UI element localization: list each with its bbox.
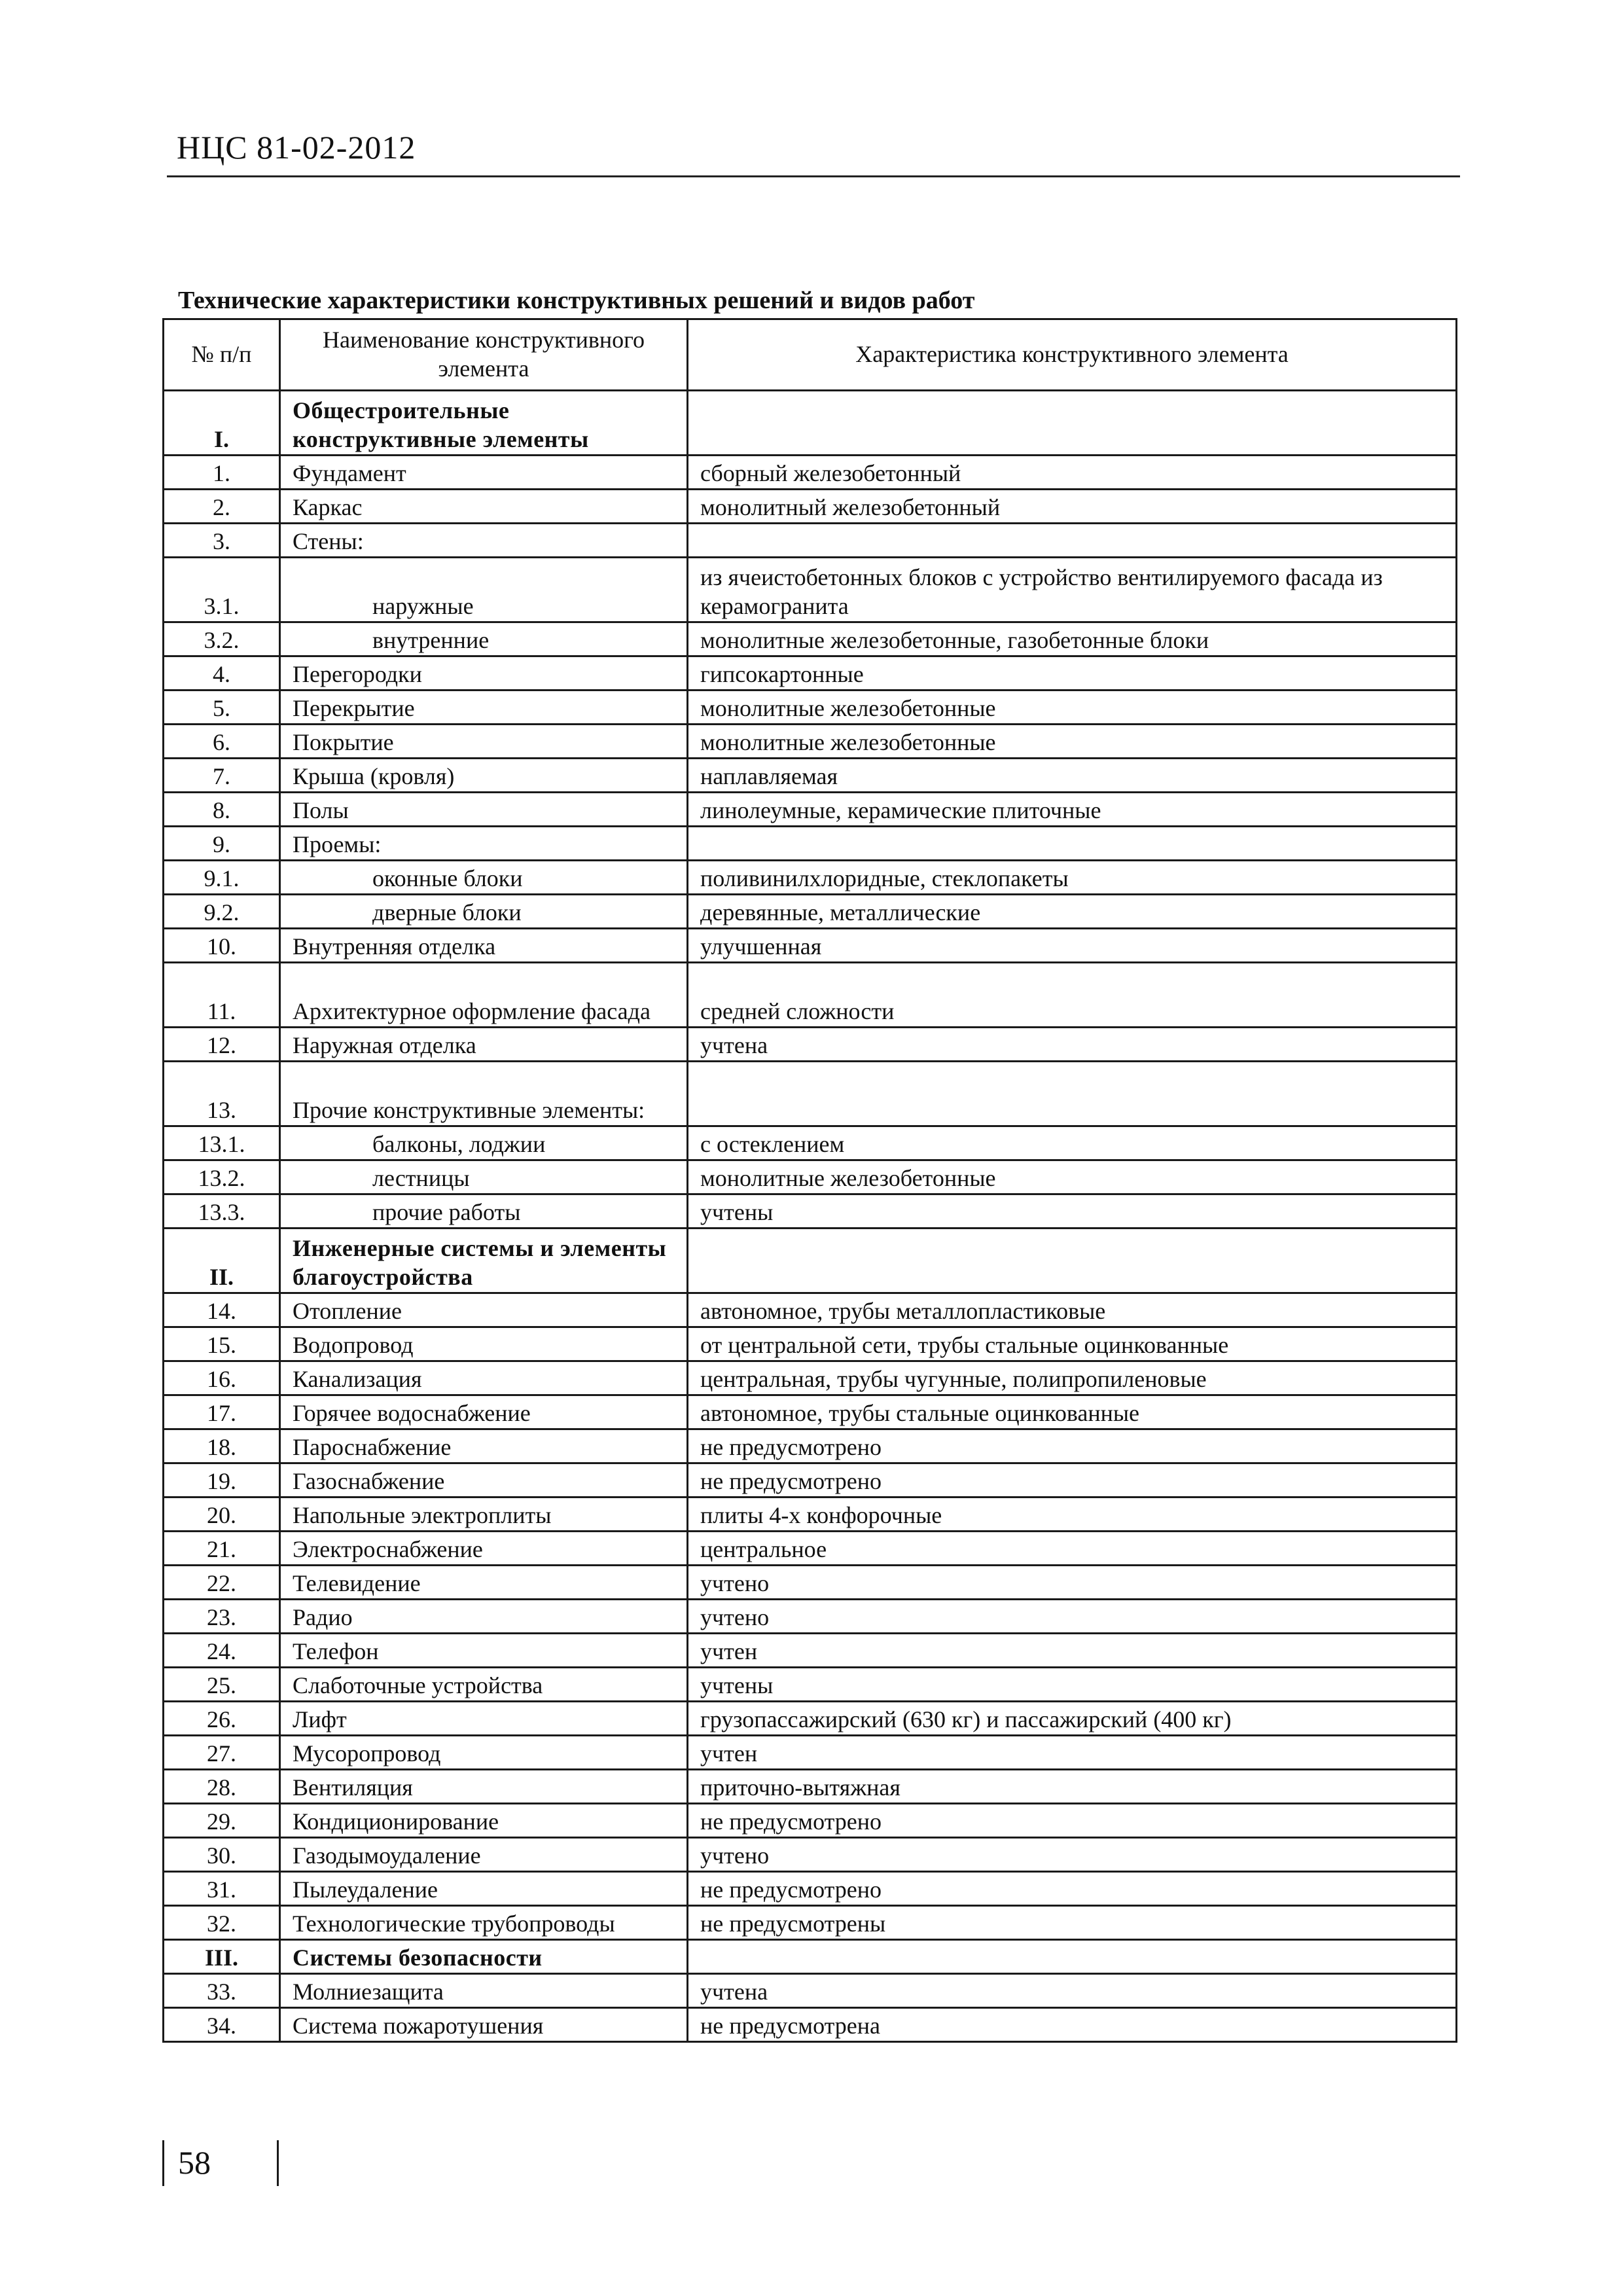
- element-name: Радио: [280, 1600, 688, 1634]
- header-rule: [167, 175, 1460, 177]
- element-characteristic: [688, 827, 1457, 861]
- element-name: Кондиционирование: [280, 1804, 688, 1838]
- table-row: [164, 1498, 1457, 1532]
- row-number: 20.: [164, 1498, 280, 1532]
- table-row: [164, 929, 1457, 963]
- row-number: III.: [164, 1940, 280, 1974]
- element-characteristic: поливинилхлоридные, стеклопакеты: [688, 861, 1457, 895]
- row-number: 24.: [164, 1634, 280, 1668]
- element-name: Канализация: [280, 1361, 688, 1395]
- element-characteristic: [688, 391, 1457, 456]
- row-number: 2.: [164, 490, 280, 524]
- table-row: [164, 1974, 1457, 2008]
- element-characteristic: центральная, трубы чугунные, полипропиленовые: [688, 1361, 1457, 1395]
- row-number: 17.: [164, 1395, 280, 1429]
- element-characteristic: линолеумные, керамические плиточные: [688, 793, 1457, 827]
- table-row: [164, 1872, 1457, 1906]
- element-characteristic: учтены: [688, 1194, 1457, 1229]
- element-name: Электроснабжение: [280, 1532, 688, 1566]
- row-number: II.: [164, 1229, 280, 1293]
- table-row: [164, 1668, 1457, 1702]
- row-number: 6.: [164, 725, 280, 759]
- element-name: Газодымоудаление: [280, 1838, 688, 1872]
- table-row: [164, 2008, 1457, 2042]
- element-name: Водопровод: [280, 1327, 688, 1361]
- element-characteristic: учтено: [688, 1600, 1457, 1634]
- element-name: Стены:: [280, 524, 688, 558]
- table-row: [164, 1736, 1457, 1770]
- table-row: [164, 1702, 1457, 1736]
- element-characteristic: [688, 1940, 1457, 1974]
- element-name: Покрытие: [280, 725, 688, 759]
- row-number: 28.: [164, 1770, 280, 1804]
- element-characteristic: плиты 4-х конфорочные: [688, 1498, 1457, 1532]
- element-characteristic: деревянные, металлические: [688, 895, 1457, 929]
- header-num: № п/п: [164, 319, 280, 391]
- element-name: прочие работы: [280, 1194, 688, 1229]
- row-number: 33.: [164, 1974, 280, 2008]
- element-characteristic: наплавляемая: [688, 759, 1457, 793]
- element-characteristic: учтено: [688, 1566, 1457, 1600]
- element-characteristic: учтены: [688, 1668, 1457, 1702]
- element-characteristic: не предусмотрено: [688, 1804, 1457, 1838]
- table-row: [164, 1062, 1457, 1126]
- element-characteristic: монолитные железобетонные: [688, 691, 1457, 725]
- row-number: 26.: [164, 1702, 280, 1736]
- table-row: [164, 895, 1457, 929]
- element-characteristic: учтена: [688, 1028, 1457, 1062]
- element-name: Пылеудаление: [280, 1872, 688, 1906]
- element-characteristic: не предусмотрена: [688, 2008, 1457, 2042]
- element-characteristic: не предусмотрено: [688, 1429, 1457, 1463]
- row-number: 18.: [164, 1429, 280, 1463]
- element-name: балконы, лоджии: [280, 1126, 688, 1160]
- element-name: Напольные электроплиты: [280, 1498, 688, 1532]
- row-number: 9.: [164, 827, 280, 861]
- element-characteristic: от центральной сети, трубы стальные оцинкованные: [688, 1327, 1457, 1361]
- element-name: Прочие конструктивные элементы:: [280, 1062, 688, 1126]
- element-name: Система пожаротушения: [280, 2008, 688, 2042]
- row-number: 3.2.: [164, 622, 280, 656]
- table-row: [164, 1532, 1457, 1566]
- element-characteristic: автономное, трубы металлопластиковые: [688, 1293, 1457, 1327]
- element-characteristic: монолитные железобетонные: [688, 1160, 1457, 1194]
- table-row: [164, 1194, 1457, 1229]
- row-number: I.: [164, 391, 280, 456]
- table-row: [164, 1429, 1457, 1463]
- element-characteristic: не предусмотрено: [688, 1463, 1457, 1498]
- element-name: Внутренняя отделка: [280, 929, 688, 963]
- row-number: 9.2.: [164, 895, 280, 929]
- table-row: [164, 1804, 1457, 1838]
- header-desc: Характеристика конструктивного элемента: [688, 319, 1457, 391]
- element-name: Слаботочные устройства: [280, 1668, 688, 1702]
- row-number: 3.1.: [164, 558, 280, 622]
- row-number: 34.: [164, 2008, 280, 2042]
- element-name: Молниезащита: [280, 1974, 688, 2008]
- row-number: 32.: [164, 1906, 280, 1940]
- table-row: [164, 656, 1457, 691]
- row-number: 22.: [164, 1566, 280, 1600]
- element-name: Полы: [280, 793, 688, 827]
- element-name: лестницы: [280, 1160, 688, 1194]
- row-number: 10.: [164, 929, 280, 963]
- spec-table: [162, 318, 1457, 2043]
- element-characteristic: учтена: [688, 1974, 1457, 2008]
- element-name: Мусоропровод: [280, 1736, 688, 1770]
- row-number: 23.: [164, 1600, 280, 1634]
- element-name: Системы безопасности: [280, 1940, 688, 1974]
- row-number: 27.: [164, 1736, 280, 1770]
- row-number: 3.: [164, 524, 280, 558]
- table-header-row: [164, 319, 1457, 391]
- row-number: 13.2.: [164, 1160, 280, 1194]
- element-characteristic: учтен: [688, 1736, 1457, 1770]
- element-name: наружные: [280, 558, 688, 622]
- header-name: Наименование конструктивного элемента: [280, 319, 688, 391]
- table-row: [164, 1395, 1457, 1429]
- table-row: [164, 793, 1457, 827]
- row-number: 16.: [164, 1361, 280, 1395]
- element-characteristic: монолитные железобетонные, газобетонные блоки: [688, 622, 1457, 656]
- element-characteristic: учтен: [688, 1634, 1457, 1668]
- table-row: [164, 456, 1457, 490]
- table-row: [164, 558, 1457, 622]
- table-row: [164, 759, 1457, 793]
- element-characteristic: грузопассажирский (630 кг) и пассажирский (400 кг): [688, 1702, 1457, 1736]
- row-number: 1.: [164, 456, 280, 490]
- element-name: Перекрытие: [280, 691, 688, 725]
- table-caption: Технические характеристики конструктивных решений и видов работ: [178, 287, 975, 314]
- table-row: [164, 1770, 1457, 1804]
- table-row: [164, 490, 1457, 524]
- element-name: дверные блоки: [280, 895, 688, 929]
- row-number: 11.: [164, 963, 280, 1028]
- element-name: Вентиляция: [280, 1770, 688, 1804]
- element-name: Проемы:: [280, 827, 688, 861]
- section-row: [164, 1229, 1457, 1293]
- element-name: Перегородки: [280, 656, 688, 691]
- table-row: [164, 1126, 1457, 1160]
- element-name: Отопление: [280, 1293, 688, 1327]
- row-number: 29.: [164, 1804, 280, 1838]
- document-code: НЦС 81-02-2012: [177, 129, 416, 166]
- table-row: [164, 622, 1457, 656]
- table-row: [164, 1028, 1457, 1062]
- table-row: [164, 861, 1457, 895]
- element-name: Общестроительные конструктивные элементы: [280, 391, 688, 456]
- page-number: 58: [178, 2144, 211, 2181]
- element-characteristic: центральное: [688, 1532, 1457, 1566]
- table-row: [164, 827, 1457, 861]
- element-characteristic: [688, 524, 1457, 558]
- table-row: [164, 524, 1457, 558]
- element-name: Пароснабжение: [280, 1429, 688, 1463]
- table-row: [164, 1634, 1457, 1668]
- element-characteristic: [688, 1229, 1457, 1293]
- row-number: 9.1.: [164, 861, 280, 895]
- row-number: 14.: [164, 1293, 280, 1327]
- table-row: [164, 1293, 1457, 1327]
- element-name: Телефон: [280, 1634, 688, 1668]
- table-row: [164, 691, 1457, 725]
- row-number: 13.3.: [164, 1194, 280, 1229]
- element-characteristic: автономное, трубы стальные оцинкованные: [688, 1395, 1457, 1429]
- row-number: 12.: [164, 1028, 280, 1062]
- row-number: 30.: [164, 1838, 280, 1872]
- element-characteristic: средней сложности: [688, 963, 1457, 1028]
- table-row: [164, 1838, 1457, 1872]
- table-row: [164, 1906, 1457, 1940]
- row-number: 13.: [164, 1062, 280, 1126]
- element-name: Лифт: [280, 1702, 688, 1736]
- element-characteristic: учтено: [688, 1838, 1457, 1872]
- row-number: 19.: [164, 1463, 280, 1498]
- element-name: внутренние: [280, 622, 688, 656]
- element-characteristic: сборный железобетонный: [688, 456, 1457, 490]
- row-number: 25.: [164, 1668, 280, 1702]
- row-number: 13.1.: [164, 1126, 280, 1160]
- element-name: оконные блоки: [280, 861, 688, 895]
- table-row: [164, 1327, 1457, 1361]
- element-characteristic: улучшенная: [688, 929, 1457, 963]
- table-row: [164, 1160, 1457, 1194]
- row-number: 7.: [164, 759, 280, 793]
- element-characteristic: из ячеистобетонных блоков с устройство вентилируемого фасада из керамогранита: [688, 558, 1457, 622]
- section-row: [164, 1940, 1457, 1974]
- element-characteristic: с остеклением: [688, 1126, 1457, 1160]
- element-name: Крыша (кровля): [280, 759, 688, 793]
- table-body: [164, 391, 1457, 2042]
- element-name: Инженерные системы и элементы благоустройства: [280, 1229, 688, 1293]
- element-name: Технологические трубопроводы: [280, 1906, 688, 1940]
- row-number: 15.: [164, 1327, 280, 1361]
- table-row: [164, 1361, 1457, 1395]
- element-name: Архитектурное оформление фасада: [280, 963, 688, 1028]
- element-characteristic: не предусмотрены: [688, 1906, 1457, 1940]
- element-name: Телевидение: [280, 1566, 688, 1600]
- element-name: Горячее водоснабжение: [280, 1395, 688, 1429]
- row-number: 8.: [164, 793, 280, 827]
- element-name: Наружная отделка: [280, 1028, 688, 1062]
- table-row: [164, 1600, 1457, 1634]
- table-row: [164, 1463, 1457, 1498]
- element-characteristic: не предусмотрено: [688, 1872, 1457, 1906]
- element-characteristic: приточно-вытяжная: [688, 1770, 1457, 1804]
- element-name: Каркас: [280, 490, 688, 524]
- section-row: [164, 391, 1457, 456]
- element-name: Фундамент: [280, 456, 688, 490]
- row-number: 31.: [164, 1872, 280, 1906]
- element-name: Газоснабжение: [280, 1463, 688, 1498]
- table-row: [164, 725, 1457, 759]
- element-characteristic: гипсокартонные: [688, 656, 1457, 691]
- element-characteristic: [688, 1062, 1457, 1126]
- element-characteristic: монолитные железобетонные: [688, 725, 1457, 759]
- row-number: 4.: [164, 656, 280, 691]
- element-characteristic: монолитный железобетонный: [688, 490, 1457, 524]
- table-row: [164, 963, 1457, 1028]
- table-row: [164, 1566, 1457, 1600]
- row-number: 21.: [164, 1532, 280, 1566]
- row-number: 5.: [164, 691, 280, 725]
